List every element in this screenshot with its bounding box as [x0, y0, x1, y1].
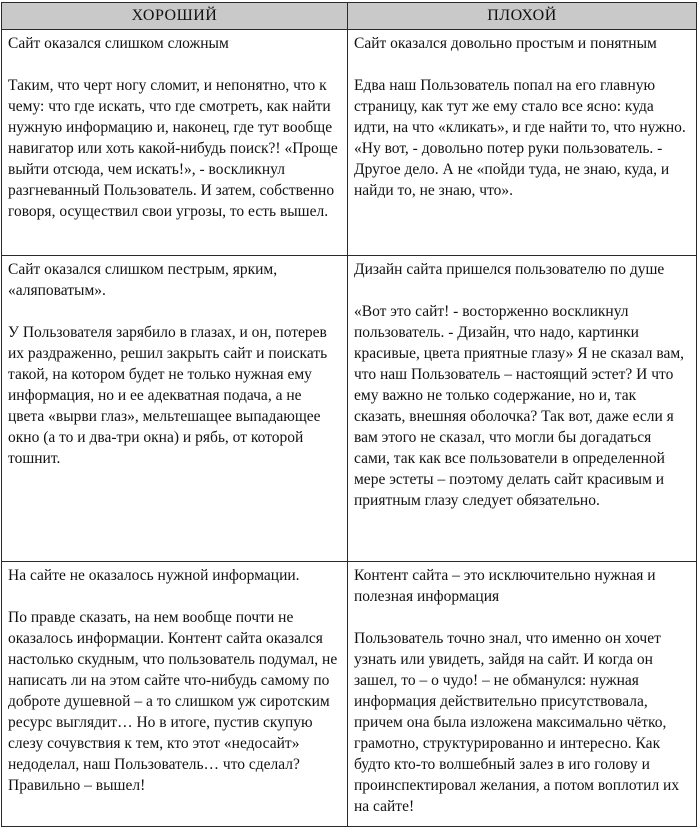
cell-good-no-info [2, 562, 348, 827]
header-bad: ПЛОХОЙ [348, 3, 697, 30]
cell-bad-simple [348, 30, 697, 256]
cell-body: Таким, что черт ногу сломит, и непонятно, что к чему: что где искать, что где смотреть, как найти нужную информацию и, наконец, где тут вообще навигатор или хоть какой-нибудь поиск?! «Проще выйти отсюда, чем искать!», - воскликнул разгневанный Пользователь. И затем, собственно говоря, осуществил свои угрозы, то есть вышел. [8, 77, 338, 220]
header-row [2, 3, 697, 30]
cell-body: У Пользователя зарябило в глазах, и он, потерев их раздраженно, решил закрыть сайт и поискать такой, на котором будет не только нужная ему информация, но и ее адекватная подача, а не цвета «вырви глаз», мельтешащее выпадающее окно (а то и два-три окна) и рябь, от которой тошнит. [8, 324, 328, 467]
cell-bad-design [348, 256, 697, 562]
cell-title: Сайт оказался довольно простым и понятным [354, 35, 657, 52]
cell-body: Пользователь точно знал, что именно он хочет узнать или увидеть, зайдя на сайт. И когда он зашел, то – о чудо! – не обманулся: нужная информация действительно присутствовала, причем она была изложена максимально чётко, грамотно, структурированно и интересно. Как будто кто-то волшебный залез в иго голову и проинспектировал желания, а потом воплотил их на сайте! [354, 630, 680, 815]
cell-title: Сайт оказался слишком пестрым, ярким, «аляповатым». [8, 261, 278, 299]
cell-title: На сайте не оказалось нужной информации. [8, 567, 300, 584]
cell-title: Сайт оказался слишком сложным [8, 35, 229, 52]
table-row [2, 256, 697, 562]
table-row [2, 562, 697, 827]
header-good: ХОРОШИЙ [2, 3, 348, 30]
cell-bad-content [348, 562, 697, 827]
cell-body: По правде сказать, на нем вообще почти не оказалось информации. Контент сайта оказался настолько скудным, что пользователь подумал, не написать ли на этом сайте что-нибудь самому по доброте душевной – а то слишком уж сиротским ресурс выглядит… Но в итоге, пустив скупую слезу сочувствия к тем, кто этот «недосайт» недоделал, наш Пользователь… что сделал? Правильно – вышел! [8, 609, 338, 794]
table-row [2, 30, 697, 256]
cell-good-complex [2, 30, 348, 256]
cell-good-flashy [2, 256, 348, 562]
cell-body: Едва наш Пользователь попал на его главную страницу, как тут же ему стало все ясно: куда идти, на что «кликать», и где найти то, что нужно. «Ну вот, - довольно потер руки пользователь. - Другое дело. А не «пойди туда, не знаю, куда, и найди то, не знаю, что». [354, 77, 686, 199]
cell-body: «Вот это сайт! - восторженно воскликнул пользователь. - Дизайн, что надо, картинки красивые, цвета приятные глазу» Я не сказал вам, что наш Пользователь – настоящий эстет? И что ему важно не только содержание, но и, так сказать, внешняя оболочка? Так вот, даже если я вам этого не сказал, что могли бы догадаться сами, так как все пользователи в определенной мере эстеты – поэтому делать сайт красивым и приятным глазу следует обязательно. [354, 303, 685, 509]
cell-title: Дизайн сайта пришелся пользователю по душе [354, 261, 665, 278]
comparison-table [1, 2, 697, 827]
cell-title: Контент сайта – это исключительно нужная и полезная информация [354, 567, 656, 605]
